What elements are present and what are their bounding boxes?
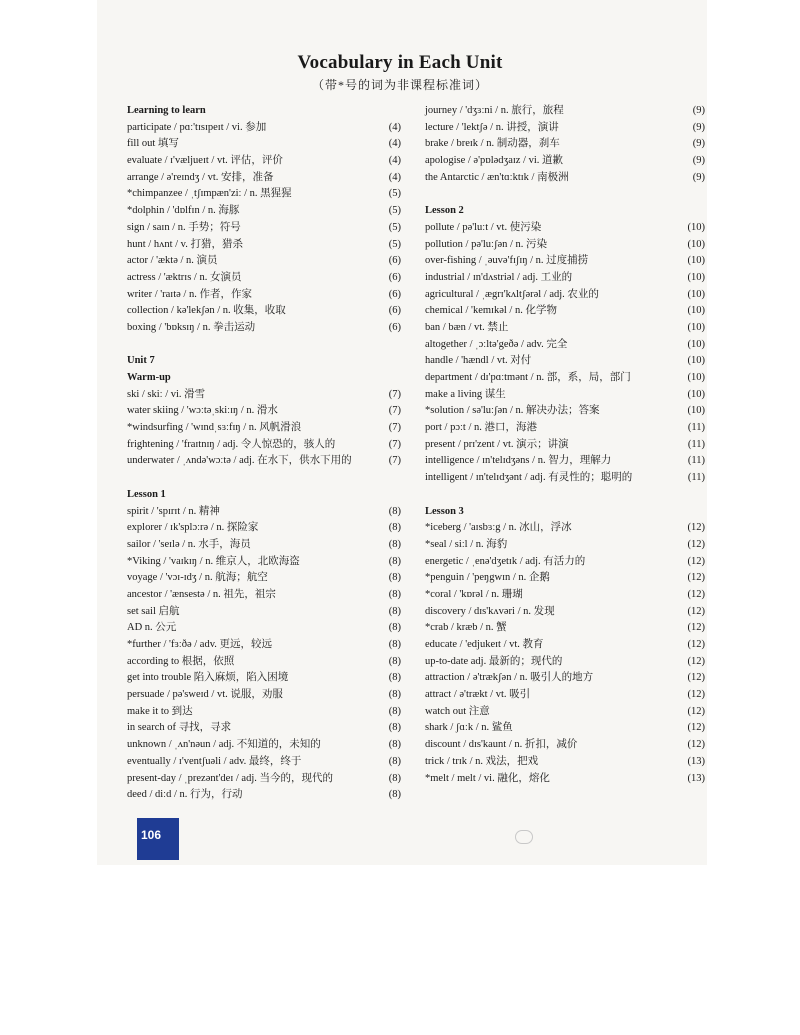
unit-page-ref: (8) [388, 755, 401, 767]
unit-page-ref: (12) [687, 538, 705, 550]
vocab-word: lecture / 'lektʃə / n. 讲授，演讲 [425, 121, 559, 133]
vocab-word: persuade / pə'sweɪd / vt. 说服，劝服 [127, 689, 283, 701]
vocab-word: fill out 填写 [127, 138, 179, 150]
vocab-entry [425, 587, 705, 604]
vocab-word: *coral / 'kɒrəl / n. 珊瑚 [425, 588, 523, 600]
unit-page-ref: (8) [388, 722, 401, 734]
vocab-word: *further / 'fɜːðə / adv. 更远，较远 [127, 639, 273, 650]
vocab-entry [127, 420, 401, 437]
vocab-word: make a living 谋生 [425, 388, 506, 400]
vocab-entry [425, 337, 705, 354]
vocab-word: *windsurfing / 'wɪndˌsɜːfɪŋ / n. 风帆滑浪 [127, 422, 302, 434]
vocab-entry [425, 554, 705, 571]
vocab-word: underwater / ˌʌndə'wɔːtə / adj. 在水下，供水下用的 [127, 455, 352, 467]
unit-page-ref: (4) [388, 138, 401, 150]
unit-page-ref: (8) [388, 538, 401, 550]
unit-page-ref: (12) [687, 622, 705, 634]
vocab-word: pollution / pə'luːʃən / n. 污染 [425, 238, 548, 250]
vocab-entry [425, 637, 705, 654]
unit-page-ref: (12) [687, 605, 705, 617]
unit-page-ref: (9) [692, 155, 705, 167]
vocab-word: trick / trɪk / n. 戏法，把戏 [425, 755, 539, 767]
vocab-word: shark / ʃɑːk / n. 鲨鱼 [425, 722, 513, 734]
vocab-word: industrial / ɪn'dʌstriəl / adj. 工业的 [425, 271, 573, 283]
unit-page-ref: (10) [687, 305, 705, 317]
unit-page-ref: (12) [687, 672, 705, 684]
unit-page-ref: (12) [687, 522, 705, 534]
vocab-word: in search of 寻找，寻求 [127, 722, 232, 734]
vocab-word: *melt / melt / vi. 融化，熔化 [425, 772, 550, 784]
watermark [515, 830, 700, 848]
wechat-icon [515, 830, 533, 844]
unit-page-ref: (8) [388, 572, 401, 584]
vocab-word: up-to-date adj. 最新的；现代的 [425, 655, 563, 667]
vocab-entry [425, 353, 705, 370]
vocab-entry [127, 554, 401, 571]
vocab-entry [127, 570, 401, 587]
vocab-entry [127, 620, 401, 637]
vocab-word: altogether / ˌɔːltə'geðə / adv. 完全 [425, 338, 568, 350]
vocab-entry [425, 437, 705, 454]
unit-page-ref: (8) [388, 739, 401, 751]
unit-page-ref: (8) [388, 705, 401, 717]
vocab-entry [425, 120, 705, 137]
right-column [425, 103, 705, 787]
vocab-word: set sail 启航 [127, 605, 180, 617]
unit-page-ref: (9) [692, 138, 705, 150]
vocab-word: discount / dɪs'kaunt / n. 折扣，减价 [425, 739, 578, 751]
vocab-entry [127, 654, 401, 671]
page-number-badge: 106 [137, 818, 179, 860]
vocab-entry [127, 120, 401, 137]
vocab-entry [425, 604, 705, 621]
unit-page-ref: (12) [687, 655, 705, 667]
unit-page-ref: (9) [692, 121, 705, 133]
vocab-entry [127, 604, 401, 621]
unit-page-ref: (12) [687, 722, 705, 734]
vocab-entry [127, 437, 401, 454]
unit-page-ref: (8) [388, 555, 401, 567]
section-heading-text: Warm-up [127, 372, 171, 383]
vocab-entry [127, 453, 401, 470]
unit-page-ref: (5) [388, 205, 401, 217]
left-column [127, 103, 401, 804]
vocab-entry [127, 720, 401, 737]
vocab-entry [127, 270, 401, 287]
vocab-entry [425, 704, 705, 721]
vocab-entry [425, 403, 705, 420]
vocab-word: voyage / 'vɔɪ-ɪdʒ / n. 航海；航空 [127, 572, 268, 584]
unit-page-ref: (11) [687, 472, 705, 484]
vocab-entry [425, 320, 705, 337]
vocab-word: collection / kə'lekʃən / n. 收集，收取 [127, 305, 286, 317]
vocab-entry [127, 754, 401, 771]
vocab-entry [127, 670, 401, 687]
section-heading-text: Learning to learn [127, 105, 206, 116]
vocab-word: energetic / ˌenə'dʒetɪk / adj. 有活力的 [425, 555, 586, 567]
unit-page-ref: (10) [687, 321, 705, 333]
vocab-word: explorer / ɪk'splɔːrə / n. 探险家 [127, 522, 259, 534]
vocab-word: department / dɪ'pɑːtmənt / n. 部，系，局，部门 [425, 372, 631, 383]
vocab-entry [127, 186, 401, 203]
unit-page-ref: (10) [687, 405, 705, 417]
vocab-word: hunt / hʌnt / v. 打猎，猎杀 [127, 238, 243, 250]
unit-page-ref: (11) [687, 455, 705, 467]
unit-page-ref: (7) [388, 422, 401, 434]
vocab-entry [425, 720, 705, 737]
vocab-word: *solution / sə'luːʃən / n. 解决办法；答案 [425, 405, 600, 417]
vocab-word: evaluate / ɪ'væljueɪt / vt. 评估，评价 [127, 155, 283, 167]
vocab-entry [425, 687, 705, 704]
unit-page-ref: (9) [692, 105, 705, 116]
vocab-entry [127, 287, 401, 304]
unit-page-ref: (11) [687, 438, 705, 450]
vocab-word: arrange / ə'reɪndʒ / vt. 安排，准备 [127, 171, 274, 183]
unit-page-ref: (10) [687, 372, 705, 383]
vocab-word: make it to 到达 [127, 705, 193, 717]
unit-page-ref: (7) [388, 388, 401, 400]
vocab-entry [127, 737, 401, 754]
unit-page-ref: (7) [388, 455, 401, 467]
vocab-word: watch out 注意 [425, 705, 490, 717]
unit-page-ref: (7) [388, 405, 401, 417]
unit-page-ref: (6) [388, 321, 401, 333]
vocab-entry [127, 303, 401, 320]
vocab-word: agricultural / ˌægrɪ'kʌltʃərəl / adj. 农业的 [425, 288, 599, 300]
vocab-entry [425, 303, 705, 320]
spacer [425, 186, 705, 203]
vocab-entry [127, 153, 401, 170]
unit-page-ref: (4) [388, 155, 401, 167]
vocab-entry [127, 220, 401, 237]
unit-page-ref: (8) [388, 655, 401, 667]
vocab-word: present / prɪ'zent / vt. 演示；讲演 [425, 438, 569, 450]
unit-page-ref: (10) [687, 238, 705, 250]
vocab-entry [425, 153, 705, 170]
vocab-word: AD n. 公元 [127, 622, 177, 634]
vocab-entry [127, 537, 401, 554]
section-heading [425, 504, 705, 521]
vocab-word: ban / bæn / vt. 禁止 [425, 321, 509, 333]
unit-page-ref: (8) [388, 505, 401, 517]
vocab-entry [127, 687, 401, 704]
vocab-word: sailor / 'seɪlə / n. 水手，海员 [127, 538, 251, 550]
spacer [127, 470, 401, 487]
vocab-entry [127, 203, 401, 220]
vocab-entry [425, 670, 705, 687]
vocab-entry [127, 320, 401, 337]
vocab-entry [425, 737, 705, 754]
vocab-entry [425, 237, 705, 254]
page-subtitle: （带*号的词为非课程标准词） [311, 78, 488, 92]
unit-page-ref: (11) [687, 422, 705, 434]
unit-page-ref: (8) [388, 672, 401, 684]
vocab-word: spirit / 'spɪrɪt / n. 精神 [127, 505, 220, 517]
vocab-entry [425, 253, 705, 270]
unit-page-ref: (10) [687, 388, 705, 400]
vocab-word: *penguin / 'peŋgwɪn / n. 企鹅 [425, 572, 550, 584]
vocab-word: over-fishing / ˌəuvə'fɪʃɪŋ / n. 过度捕捞 [425, 255, 589, 267]
unit-page-ref: (12) [687, 588, 705, 600]
vocab-entry [127, 253, 401, 270]
unit-page-ref: (8) [388, 622, 401, 634]
vocab-word: actress / 'æktrɪs / n. 女演员 [127, 271, 242, 283]
vocab-word: eventually / ɪ'ventʃuəli / adv. 最终，终于 [127, 755, 302, 767]
section-heading [127, 353, 401, 370]
vocab-entry [127, 170, 401, 187]
unit-page-ref: (10) [687, 221, 705, 233]
unit-page-ref: (5) [388, 188, 401, 200]
vocab-entry [425, 620, 705, 637]
section-heading-text: Unit 7 [127, 355, 155, 367]
unit-page-ref: (12) [687, 705, 705, 717]
vocab-entry [425, 170, 705, 187]
unit-page-ref: (10) [687, 288, 705, 300]
unit-page-ref: (5) [388, 238, 401, 250]
unit-page-ref: (8) [388, 639, 401, 650]
vocab-entry [425, 453, 705, 470]
vocab-word: intelligent / ɪn'telɪdʒənt / adj. 有灵性的；聪明的 [425, 472, 633, 484]
vocab-word: *iceberg / 'aɪsbɜːg / n. 冰山，浮冰 [425, 522, 572, 534]
vocab-entry [425, 771, 705, 788]
unit-page-ref: (13) [687, 755, 705, 767]
vocab-entry [127, 704, 401, 721]
section-heading [127, 103, 401, 120]
unit-page-ref: (6) [388, 255, 401, 267]
page-title: Vocabulary in Each Unit [297, 52, 503, 73]
vocab-word: apologise / ə'pɒlədʒaɪz / vi. 道歉 [425, 155, 564, 167]
vocab-word: ski / skiː / vi. 滑雪 [127, 388, 206, 400]
unit-page-ref: (8) [388, 689, 401, 701]
vocab-word: the Antarctic / æn'tɑːktɪk / 南极洲 [425, 171, 569, 183]
unit-page-ref: (10) [687, 271, 705, 283]
vocab-entry [425, 270, 705, 287]
vocab-word: *chimpanzee / ˌtʃɪmpæn'ziː / n. 黑猩猩 [127, 188, 292, 200]
vocab-entry [127, 587, 401, 604]
vocab-entry [425, 754, 705, 771]
section-heading [127, 370, 401, 387]
vocab-word: port / pɔːt / n. 港口，海港 [425, 422, 537, 434]
unit-page-ref: (6) [388, 271, 401, 283]
unit-page-ref: (8) [388, 522, 401, 534]
vocab-word: educate / 'edjukeɪt / vt. 教育 [425, 639, 544, 650]
vocab-word: attraction / ə'trækʃən / n. 吸引人的地方 [425, 672, 594, 684]
unit-page-ref: (9) [692, 171, 705, 183]
unit-page-ref: (12) [687, 739, 705, 751]
section-heading-text: Lesson 1 [127, 488, 166, 500]
vocab-word: *seal / siːl / n. 海豹 [425, 538, 508, 550]
vocab-entry [425, 220, 705, 237]
unit-page-ref: (5) [388, 221, 401, 233]
vocab-entry [127, 787, 401, 804]
vocab-word: according to 根据，依照 [127, 655, 235, 667]
unit-page-ref: (12) [687, 639, 705, 650]
vocab-entry [127, 520, 401, 537]
section-heading [127, 487, 401, 504]
vocab-word: sign / saɪn / n. 手势；符号 [127, 221, 241, 233]
vocab-entry [425, 103, 705, 120]
unit-page-ref: (6) [388, 288, 401, 300]
unit-page-ref: (4) [388, 171, 401, 183]
unit-page-ref: (8) [388, 789, 401, 801]
vocab-word: participate / pɑː'tɪsɪpeɪt / vi. 参加 [127, 121, 267, 133]
vocab-entry [425, 370, 705, 387]
unit-page-ref: (10) [687, 355, 705, 367]
vocab-entry [425, 287, 705, 304]
vocab-word: pollute / pə'luːt / vt. 使污染 [425, 221, 542, 233]
vocab-entry [425, 420, 705, 437]
vocab-entry [425, 470, 705, 487]
vocab-word: *crab / kræb / n. 蟹 [425, 622, 507, 634]
vocab-word: deed / diːd / n. 行为，行动 [127, 789, 243, 801]
vocab-entry [425, 654, 705, 671]
spacer [127, 337, 401, 354]
unit-page-ref: (13) [687, 772, 705, 784]
vocab-entry [425, 570, 705, 587]
vocab-word: writer / 'raɪtə / n. 作者，作家 [127, 288, 252, 300]
unit-page-ref: (8) [388, 772, 401, 784]
vocab-word: handle / 'hændl / vt. 对付 [425, 355, 532, 367]
unit-page-ref: (6) [388, 305, 401, 317]
section-heading-text: Lesson 3 [425, 505, 464, 517]
vocab-word: actor / 'æktə / n. 演员 [127, 255, 218, 267]
unit-page-ref: (7) [388, 438, 401, 450]
vocab-entry [425, 387, 705, 404]
unit-page-ref: (12) [687, 555, 705, 567]
vocab-word: ancestor / 'ænsestə / n. 祖先，祖宗 [127, 588, 276, 600]
unit-page-ref: (8) [388, 588, 401, 600]
unit-page-ref: (10) [687, 338, 705, 350]
vocab-word: chemical / 'kemɪkəl / n. 化学物 [425, 305, 557, 317]
vocab-entry [425, 136, 705, 153]
vocab-word: attract / ə'trækt / vt. 吸引 [425, 689, 531, 701]
spacer [425, 487, 705, 504]
vocab-word: intelligence / ɪn'telɪdʒəns / n. 智力，理解力 [425, 455, 612, 467]
section-heading [425, 203, 705, 220]
vocab-entry [425, 520, 705, 537]
vocab-entry [127, 637, 401, 654]
vocab-entry [127, 387, 401, 404]
vocab-word: water skiing / 'wɔːtəˌskiːɪŋ / n. 滑水 [127, 405, 278, 417]
vocab-word: boxing / 'bɒksɪŋ / n. 拳击运动 [127, 321, 256, 333]
vocab-word: discovery / dɪs'kʌvəri / n. 发现 [425, 605, 555, 617]
vocab-entry [127, 403, 401, 420]
vocab-entry [127, 504, 401, 521]
vocab-entry [127, 771, 401, 788]
section-heading-text: Lesson 2 [425, 205, 464, 217]
vocab-word: frightening / 'fraɪtnɪŋ / adj. 令人惊恐的，骇人的 [127, 438, 336, 450]
unit-page-ref: (10) [687, 255, 705, 267]
vocab-word: *dolphin / 'dɒlfɪn / n. 海豚 [127, 205, 240, 217]
unit-page-ref: (4) [388, 121, 401, 133]
vocab-entry [425, 537, 705, 554]
unit-page-ref: (12) [687, 689, 705, 701]
vocab-entry [127, 136, 401, 153]
vocab-word: brake / breɪk / n. 制动器，刹车 [425, 138, 560, 150]
vocab-entry [127, 237, 401, 254]
unit-page-ref: (12) [687, 572, 705, 584]
vocab-word: *Viking / 'vaɪkɪŋ / n. 维京人，北欧海盗 [127, 555, 300, 567]
vocab-word: get into trouble 陷入麻烦，陷入困境 [127, 672, 289, 684]
vocab-word: present-day / ˌprezənt'deɪ / adj. 当今的，现代的 [127, 772, 334, 784]
vocab-word: journey / 'dʒɜːni / n. 旅行，旅程 [425, 105, 564, 116]
vocab-word: unknown / ˌʌn'nəun / adj. 不知道的，未知的 [127, 739, 321, 751]
unit-page-ref: (8) [388, 605, 401, 617]
